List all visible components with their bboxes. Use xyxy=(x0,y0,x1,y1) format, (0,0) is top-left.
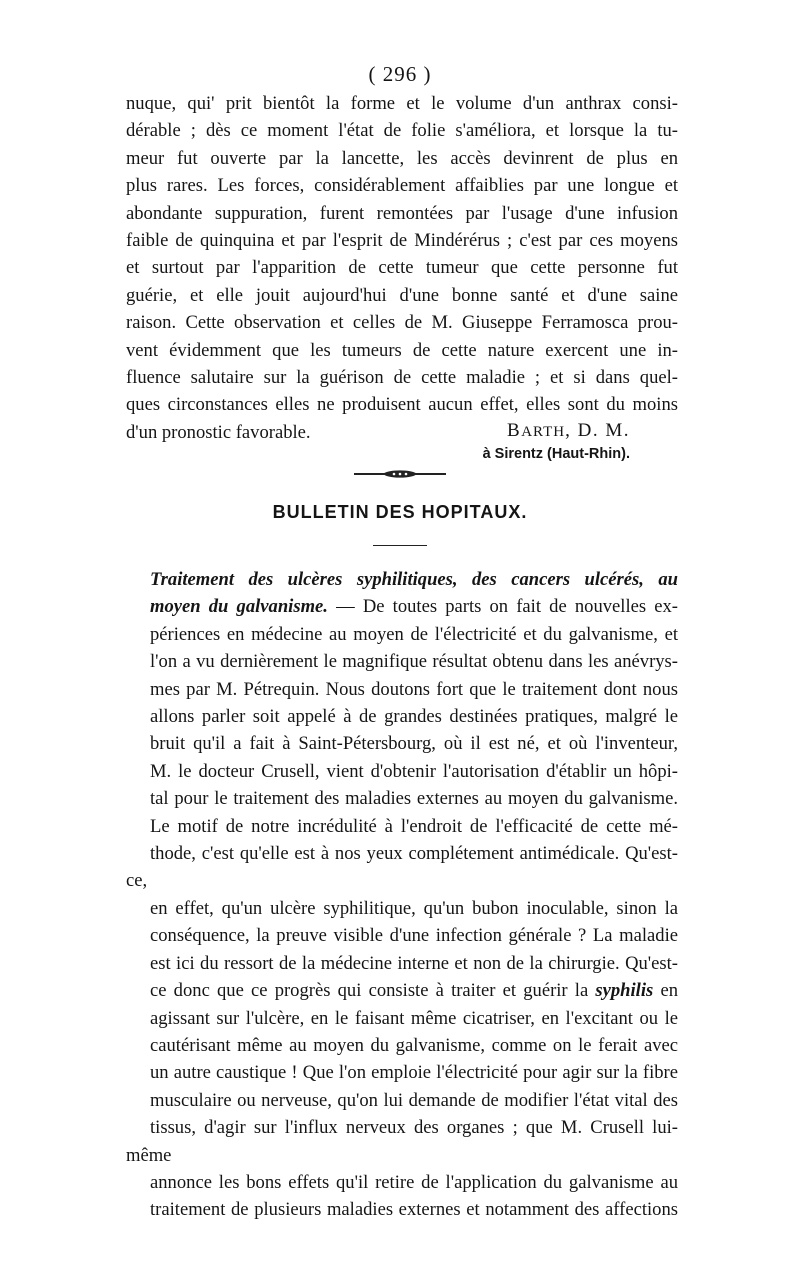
text-line: M. le docteur Crusell, vient d'obtenir l'autorisation d'établir un hôpi- xyxy=(150,760,678,782)
page-number: ( 296 ) xyxy=(368,62,432,86)
text-line: raison. Cette observation et celles de M. Giuseppe Ferramosca prou- xyxy=(126,312,678,334)
article-text: en xyxy=(653,980,678,1002)
text-line: conséquence, la preuve visible d'une infection générale ? La maladie xyxy=(150,925,678,947)
text-line: bruit qu'il a fait à Saint-Pétersbourg, où il est né, et où l'inventeur, xyxy=(150,733,678,755)
text-line: agissant sur l'ulcère, en le faisant même cicatriser, en l'excitant ou le xyxy=(150,1007,678,1029)
text-line: ques circonstances elles ne produisent aucun effet, elles sont du moins xyxy=(126,394,678,416)
paragraph-observation xyxy=(126,90,678,446)
text-line: l'on a vu dernièrement le magnifique résultat obtenu dans les anévrys- xyxy=(150,651,678,673)
text-line: faible de quinquina et par l'esprit de Mindérérus ; c'est par ces moyens xyxy=(126,230,678,252)
heading-rule xyxy=(373,545,427,546)
text-line: un autre caustique ! Que l'on emploie l'électricité pour agir sur la fibre xyxy=(150,1062,678,1084)
article-line xyxy=(126,977,678,1004)
article-title-line xyxy=(126,593,678,620)
ornament-divider xyxy=(354,470,446,478)
text-line: thode, c'est qu'elle est à nos yeux complétement antimédicale. Qu'est-ce, xyxy=(126,843,678,892)
section-heading: BULLETIN DES HOPITAUX. xyxy=(272,502,528,522)
signature-title: , D. M. xyxy=(565,420,630,441)
paragraph-article xyxy=(126,566,678,1224)
text-line: vent évidemment que les tumeurs de cette nature exercent une in- xyxy=(126,339,678,361)
text-line: Le motif de notre incrédulité à l'endroit de l'efficacité de cette mé- xyxy=(150,815,678,837)
text-line: guérie, et elle jouit aujourd'hui d'une bonne santé et d'une saine xyxy=(126,284,678,306)
text-line: cautérisant même au moyen du galvanisme, comme on le ferait avec xyxy=(150,1034,678,1056)
italic-word-syphilis: syphilis xyxy=(595,980,654,1002)
text-line: périences en médecine au moyen de l'électricité et du galvanisme, et xyxy=(150,623,678,645)
text-line: abondante suppuration, furent remontées par l'usage d'une infusion xyxy=(126,202,678,224)
text-line: allons parler soit appelé à de grandes destinées pratiques, malgré le xyxy=(150,706,678,728)
text-line: nuque, qui' prit bientôt la forme et le volume d'un anthrax consi- xyxy=(126,93,678,114)
text-line: dérable ; dès ce moment l'état de folie s'améliora, et lorsque la tu- xyxy=(126,120,678,142)
signature-place: à Sirentz (Haut-Rhin). xyxy=(482,446,630,462)
text-line: est ici du ressort de la médecine interne et non de la chirurgie. Qu'est- xyxy=(150,952,678,974)
text-line: et surtout par l'apparition de cette tumeur que cette personne fut xyxy=(126,257,678,279)
text-line: en effet, qu'un ulcère syphilitique, qu'un bubon inoculable, sinon la xyxy=(150,897,678,919)
article-title: Traitement des ulcères syphilitiques, des cancers ulcérés, au xyxy=(150,569,678,590)
text-line: meur fut ouverte par la lancette, les accès devinrent de plus en xyxy=(126,147,678,169)
text-line: tal pour le traitement des maladies externes au moyen du galvanisme. xyxy=(150,788,678,810)
article-body-continued xyxy=(126,1005,678,1224)
article-body xyxy=(126,621,678,977)
article-text: ce donc que ce progrès qui consiste à traiter et guérir la xyxy=(150,980,596,1002)
text-line: fluence salutaire sur la guérison de cette maladie ; et si dans quel- xyxy=(126,367,678,389)
article-title-end: moyen du galvanisme. xyxy=(150,596,328,618)
text-line: musculaire ou nerveuse, qu'on lui demande de modifier l'état vital des xyxy=(150,1089,678,1111)
text-line: mes par M. Pétrequin. Nous doutons fort que le traitement dont nous xyxy=(150,678,678,700)
signature-surname: ARTH xyxy=(521,424,566,440)
signature-name xyxy=(400,420,630,442)
text-line: traitement de plusieurs maladies externes et notamment des affections xyxy=(150,1199,678,1221)
article-title-line xyxy=(126,566,678,593)
text-line: d'un pronostic favorable. xyxy=(126,421,311,443)
signature-initial: B xyxy=(507,420,522,441)
text-line: tissus, d'agir sur l'influx nerveux des organes ; que M. Crusell lui-même xyxy=(126,1117,678,1166)
text-line: plus rares. Les forces, considérablement affaiblies par une longue et xyxy=(126,175,678,197)
article-text-start: — De toutes parts on fait de nouvelles ex- xyxy=(327,596,678,618)
text-line: annonce les bons effets qu'il retire de l'application du galvanisme au xyxy=(150,1171,678,1193)
